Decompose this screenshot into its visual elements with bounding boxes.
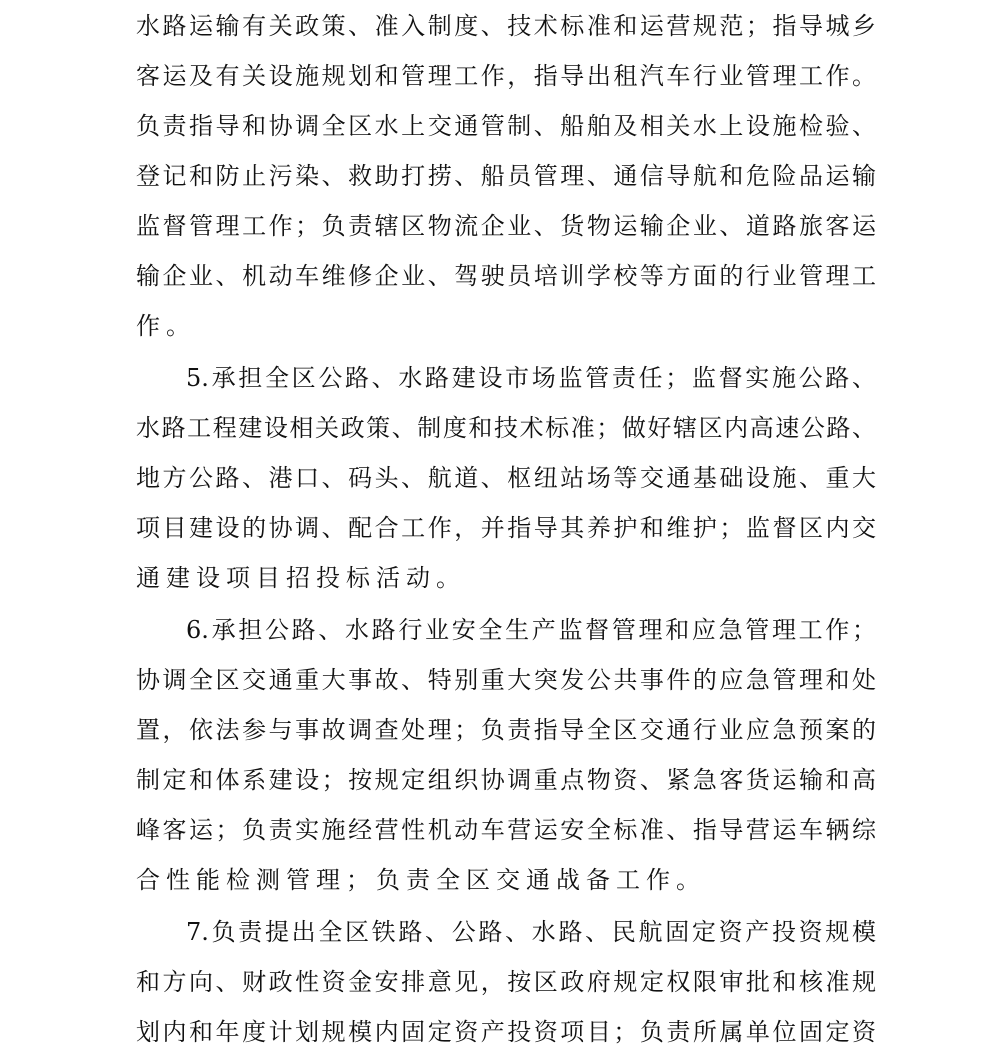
paragraph-7-first-line: 7.负责提出全区铁路、公路、水路、民航固定资产投资规模 xyxy=(186,918,876,946)
text-line: 登记和防止污染、救助打捞、船员管理、通信导航和危险品运输 xyxy=(136,162,876,190)
text-line: 输企业、机动车维修企业、驾驶员培训学校等方面的行业管理工 xyxy=(136,262,876,290)
text-line: 峰客运；负责实施经营性机动车营运安全标准、指导营运车辆综 xyxy=(136,816,876,844)
text-line: 地方公路、港口、码头、航道、枢纽站场等交通基础设施、重大 xyxy=(136,464,876,492)
text-line: 通建设项目招投标活动。 xyxy=(136,564,466,592)
text-line: 和方向、财政性资金安排意见，按区政府规定权限审批和核准规 xyxy=(136,968,876,996)
text-line: 水路工程建设相关政策、制度和技术标准；做好辖区内高速公路、 xyxy=(136,414,876,442)
text-line: 负责指导和协调全区水上交通管制、船舶及相关水上设施检验、 xyxy=(136,112,876,140)
text-line: 制定和体系建设；按规定组织协调重点物资、紧急客货运输和高 xyxy=(136,766,876,794)
text-line: 协调全区交通重大事故、特别重大突发公共事件的应急管理和处 xyxy=(136,666,876,694)
text-line: 水路运输有关政策、准入制度、技术标准和运营规范；指导城乡 xyxy=(136,12,876,40)
paragraph-5-first-line: 5.承担全区公路、水路建设市场监管责任；监督实施公路、 xyxy=(186,364,876,392)
text-line: 置，依法参与事故调查处理；负责指导全区交通行业应急预案的 xyxy=(136,716,876,744)
text-line: 监督管理工作；负责辖区物流企业、货物运输企业、道路旅客运 xyxy=(136,212,876,240)
paragraph-6-first-line: 6.承担公路、水路行业安全生产监督管理和应急管理工作； xyxy=(186,616,876,644)
text-line: 划内和年度计划规模内固定资产投资项目；负责所属单位固定资 xyxy=(136,1018,876,1046)
text-line: 合性能检测管理；负责全区交通战备工作。 xyxy=(136,866,706,894)
text-line: 客运及有关设施规划和管理工作，指导出租汽车行业管理工作。 xyxy=(136,62,876,90)
text-line: 项目建设的协调、配合工作，并指导其养护和维护；监督区内交 xyxy=(136,514,876,542)
text-line: 作。 xyxy=(136,312,196,340)
